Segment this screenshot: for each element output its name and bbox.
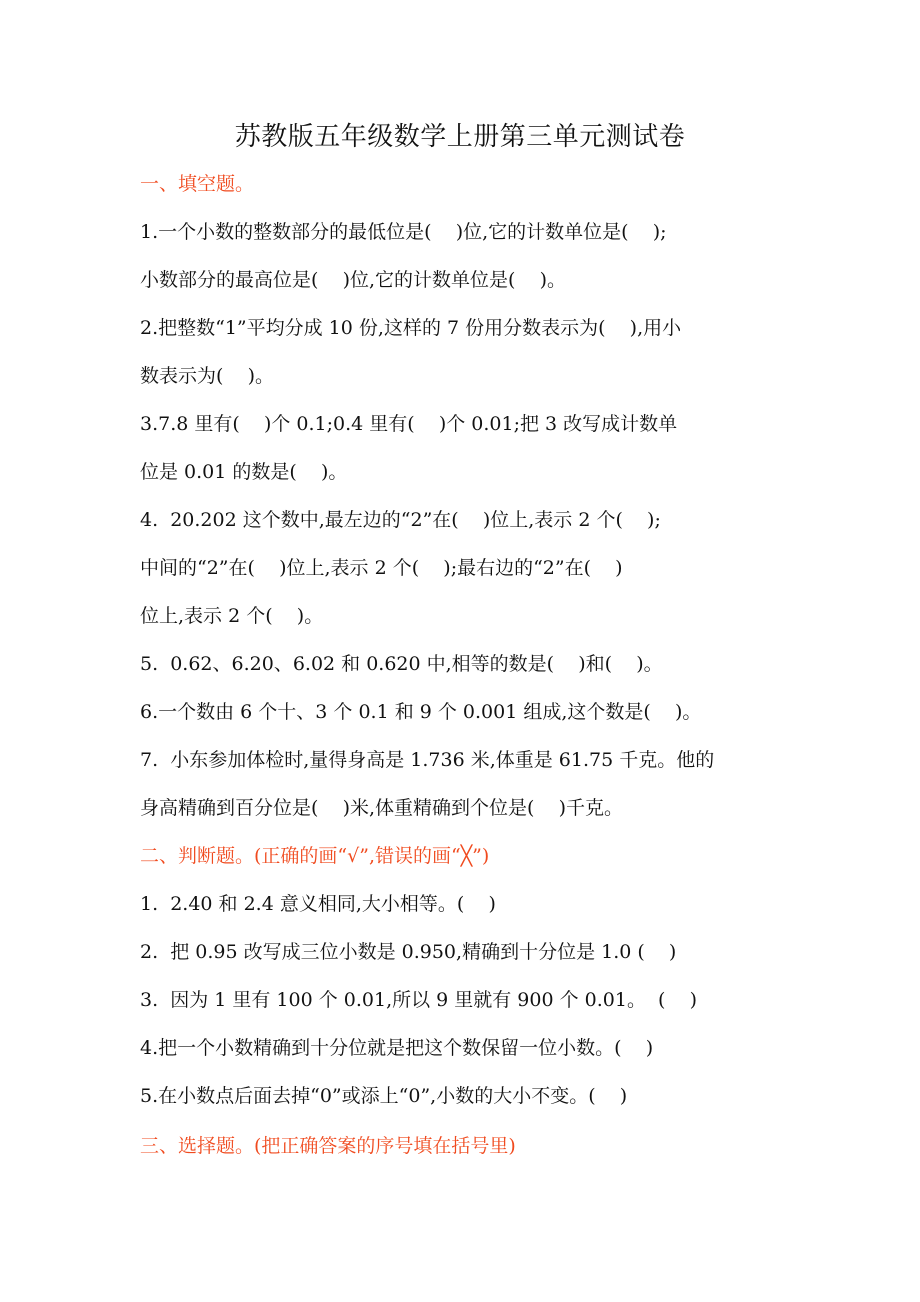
question-line: 6.一个数由 6 个十、3 个 0.1 和 9 个 0.001 组成,这个数是( )。 [140,701,702,723]
question-line: 4. 20.202 这个数中,最左边的“2”在( )位上,表示 2 个( ); [140,509,661,531]
question-line: 数表示为( )。 [140,365,274,387]
question-line: 3.7.8 里有( )个 0.1;0.4 里有( )个 0.01;把 3 改写成计数单 [140,413,678,435]
question-line: 身高精确到百分位是( )米,体重精确到个位是( )千克。 [140,797,624,819]
question-line: 2.把整数“1”平均分成 10 份,这样的 7 份用分数表示为( ),用小 [140,317,682,339]
question-line: 位上,表示 2 个( )。 [140,605,324,627]
question-line: 中间的“2”在( )位上,表示 2 个( );最右边的“2”在( ) [140,557,623,579]
question-line: 3. 因为 1 里有 100 个 0.01,所以 9 里就有 900 个 0.01。 ( ) [140,989,698,1011]
question-line: 小数部分的最高位是( )位,它的计数单位是( )。 [140,269,567,291]
question-line: 1.一个小数的整数部分的最低位是( )位,它的计数单位是( ); [140,221,667,243]
question-line: 5. 0.62、6.20、6.02 和 0.620 中,相等的数是( )和( )。 [140,653,663,675]
question-line: 1. 2.40 和 2.4 意义相同,大小相等。( ) [140,893,496,915]
question-line: 位是 0.01 的数是( )。 [140,461,348,483]
section-heading-true-false: 二、判断题。(正确的画“√”,错误的画“╳”) [140,845,490,867]
question-line: 4.把一个小数精确到十分位就是把这个数保留一位小数。( ) [140,1037,654,1059]
question-line: 5.在小数点后面去掉“0”或添上“0”,小数的大小不变。( ) [140,1085,628,1107]
question-line: 7. 小东参加体检时,量得身高是 1.736 米,体重是 61.75 千克。他的 [140,749,715,771]
section-heading-fill-blank: 一、填空题。 [140,173,255,195]
page-title: 苏教版五年级数学上册第三单元测试卷 [234,122,686,152]
section-heading-multiple-choice: 三、选择题。(把正确答案的序号填在括号里) [140,1135,516,1157]
question-line: 2. 把 0.95 改写成三位小数是 0.950,精确到十分位是 1.0 ( ) [140,941,677,963]
